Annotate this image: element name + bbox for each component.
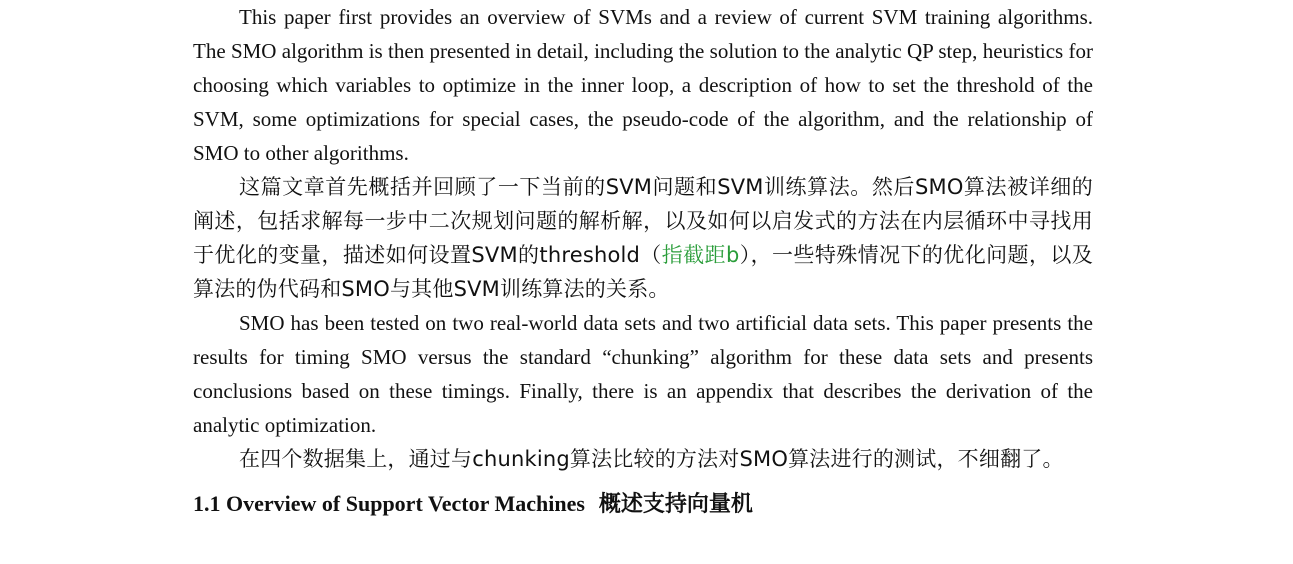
paragraph-tests-en: SMO has been tested on two real-world data sets and two artificial data sets. This paper presents the results for timing SMO versus the standard “chunking” algorithm for these data sets and presents conclusions based on these timings. Finally, there is an appendix that describes the derivation of the analytic optimization.	[193, 311, 1093, 437]
paragraph-intro-zh-text: 这篇文章首先概括并回顾了一下当前的SVM问题和SVM训练算法。然后SMO算法被详细的阐述，包括求解每一步中二次规划问题的解析解，以及如何以启发式的方法在内层循环中寻找用于优化的变量，描述如何设置SVM的threshold（	[193, 175, 1093, 267]
paragraph-tests-zh: 在四个数据集上，通过与chunking算法比较的方法对SMO算法进行的测试，不细翻了。	[239, 447, 1064, 471]
section-heading	[193, 489, 1093, 520]
section-heading-en: 1.1 Overview of Support Vector Machines	[193, 491, 585, 516]
highlighted-note: 指截距b	[661, 243, 740, 267]
section-heading-zh: 概述支持向量机	[598, 492, 753, 517]
paragraph-intro-zh	[193, 170, 1093, 306]
paragraph-intro-en: This paper first provides an overview of SVMs and a review of current SVM training algorithms. The SMO algorithm is then presented in detail, including the solution to the analytic QP step, heuristics for choosing which variables to optimize in the inner loop, a description of how to set the threshold of the SVM, some optimizations for special cases, the pseudo-code of the algorithm, and the relationship of SMO to other algorithms.	[193, 5, 1093, 165]
paragraph-intro-zh-text-end: ），一些特殊情况下的优化问题，以及算法的伪代码和SMO与其他SVM训练算法的关系。	[193, 243, 1093, 301]
document-page	[193, 0, 1093, 520]
